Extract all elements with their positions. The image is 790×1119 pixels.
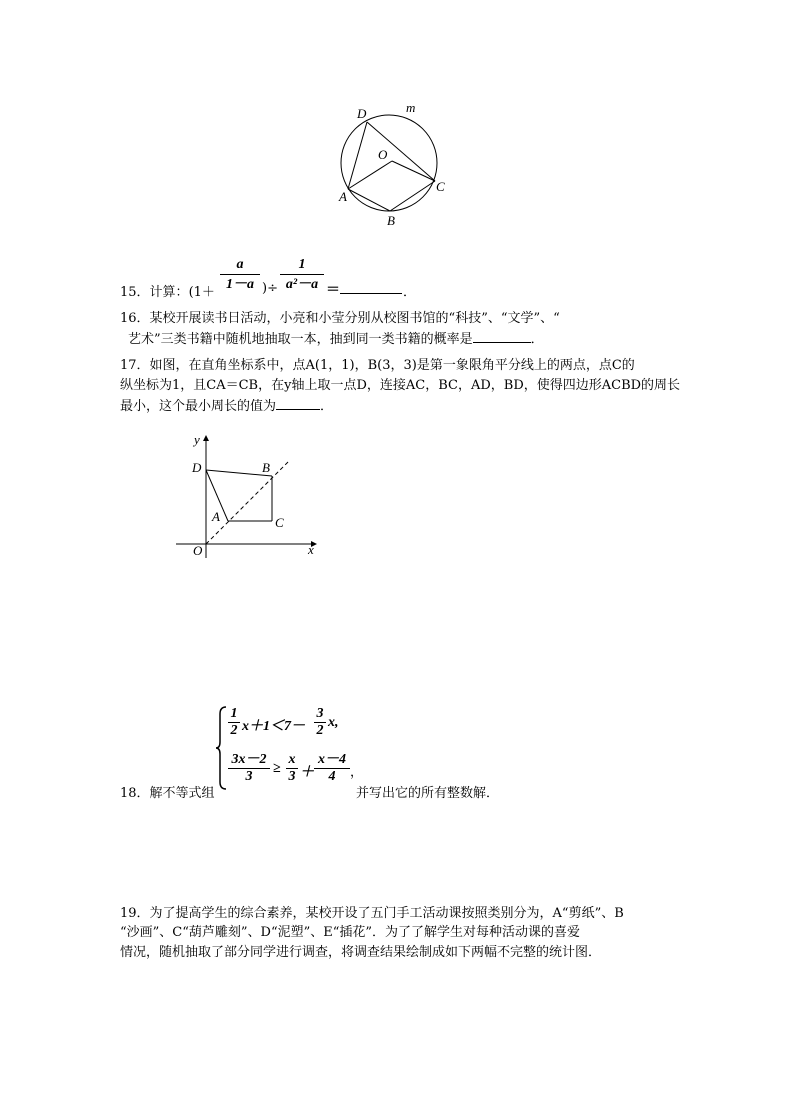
- axis-label-x: x: [308, 542, 314, 557]
- q19-line-1: 19．为了提高学生的综合素养，某校开设了五门手工活动课按照类别分为，A“剪纸”、B: [120, 906, 624, 921]
- q17-answer-blank: [276, 397, 320, 410]
- label-B: B: [262, 460, 270, 475]
- q18-ineq2-ge: ≥: [273, 761, 281, 776]
- axis-label-y: y: [194, 432, 200, 447]
- q18-ineq2-frac-c-num: x－4: [318, 752, 346, 767]
- label-B: B: [387, 213, 395, 228]
- circle-figure: [330, 98, 450, 233]
- q18-brace: [215, 706, 227, 790]
- coordinate-figure: [170, 430, 330, 562]
- bisector-dashed: [206, 460, 290, 544]
- q15-frac1-numerator: a: [236, 257, 244, 272]
- label-C: C: [275, 515, 284, 530]
- q15-open: (1＋: [188, 285, 215, 300]
- label-C: C: [436, 179, 445, 194]
- q15-equals: ＝: [326, 282, 340, 298]
- q16-line-2-wrap: [128, 330, 544, 348]
- q19-line-2: “沙画”、C“葫芦雕刻”、D“泥塑”、E“插花”．为了了解学生对每种活动课的喜爱: [120, 925, 581, 940]
- label-A: A: [212, 509, 220, 524]
- segment-BC: [390, 181, 435, 211]
- q19-line-3: 情况，随机抽取了部分同学进行调查，将调查结果绘制成如下两幅不完整的统计图．: [120, 945, 602, 960]
- q18-ineq2-frac-a-num: 3x－2: [231, 752, 267, 767]
- label-O: O: [378, 147, 388, 162]
- q18-ineq1-frac-a-num: 1: [230, 706, 238, 721]
- q15-frac1-bar: [220, 274, 260, 275]
- label-m: m: [406, 100, 416, 115]
- q16-answer-blank: [473, 330, 531, 343]
- segment-OC: [392, 161, 435, 181]
- q16-end: ．: [530, 332, 544, 347]
- q15-end: ．: [403, 285, 417, 300]
- q15-answer-blank: [340, 281, 402, 294]
- q18-ineq2-frac-c-den: 4: [328, 769, 336, 784]
- q15-number: 15．: [120, 285, 150, 300]
- q17-line-3: 最小，这个最小周长的值为: [120, 399, 277, 414]
- q16-line-1: 16．某校开展读书日活动，小亮和小莹分别从校图书馆的“科技”、“文学”、“: [120, 311, 560, 326]
- q15-fraction-1: [220, 256, 260, 293]
- q17-line-2: 纵坐标为1，且CA＝CB，在y轴上取一点D，连接AC，BC，AD，BD，使得四边形ACBD的周长: [120, 378, 681, 393]
- label-D: D: [357, 106, 367, 121]
- q15-close-divide: )÷: [262, 281, 278, 296]
- q15-frac2-bar: [280, 274, 324, 275]
- q15-fraction-2: [280, 256, 324, 293]
- q18-suffix: 并写出它的所有整数解．: [356, 786, 500, 801]
- q15-prefix: 计算：: [149, 285, 189, 300]
- q15-frac2-numerator: 1: [298, 257, 306, 272]
- q18-ineq1-frac-a-den: 2: [230, 723, 238, 738]
- q17-end: ．: [320, 399, 334, 414]
- q17-line-1: 17．如图，在直角坐标系中，点A(1，1)，B(3，3)是第一象限角平分线上的两点，点C的: [120, 358, 635, 373]
- label-A: A: [339, 189, 347, 204]
- q18-ineq2-plus: ＋: [300, 765, 314, 780]
- q18-ineq1-mid: x＋1＜7－: [242, 719, 305, 734]
- segment-AB: [348, 189, 390, 211]
- q18-ineq2-frac-b-num: x: [288, 752, 296, 767]
- q16-line-2: 艺术”三类书籍中随机地抽取一本，抽到同一类书籍的概率是: [128, 332, 473, 347]
- label-O: O: [193, 543, 203, 558]
- q18-number: 18．解不等式组: [120, 786, 215, 801]
- q18-ineq1-frac-b-den: 2: [316, 723, 324, 738]
- q18-ineq1-frac-b-num: 3: [316, 706, 324, 721]
- q18-ineq1-end: x,: [328, 715, 339, 730]
- q17-line-3-wrap: [120, 397, 333, 415]
- label-D: D: [192, 460, 202, 475]
- q18-ineq2-frac-a-den: 3: [245, 769, 253, 784]
- q15-frac1-denominator: 1－a: [226, 277, 254, 292]
- q15-frac2-denominator: a²－a: [285, 277, 319, 292]
- q18-ineq2-frac-b-den: 3: [288, 769, 296, 784]
- question-15: [120, 252, 680, 298]
- q18-ineq2-end: ，: [350, 765, 364, 780]
- question-18: [120, 704, 680, 804]
